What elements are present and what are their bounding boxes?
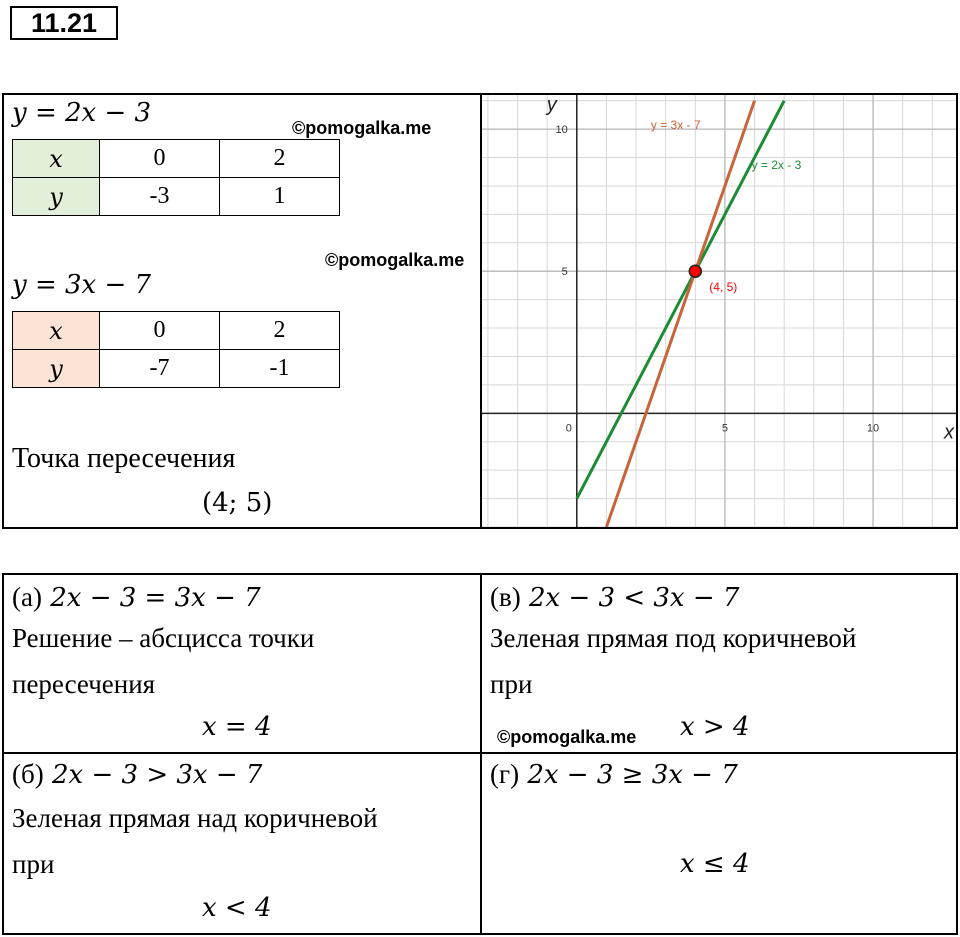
case-v-title [490, 582, 739, 613]
x-tick-label: 10 [866, 422, 880, 435]
case-a-title [12, 582, 261, 613]
series-label: y = 3x - 7 [650, 118, 701, 133]
grid-right [956, 573, 958, 935]
case-expression: 2x − 3 < 3x − 7 [529, 583, 740, 613]
case-a-text: Решение – абсцисса точки [12, 623, 315, 653]
case-expression: 2x − 3 > 3x − 7 [52, 760, 263, 790]
case-b-answer: x < 4 [202, 893, 272, 923]
value-table-2 [12, 311, 340, 388]
watermark: ©pomogalka.me [497, 727, 637, 747]
equation-1: y = 2x − 3 [12, 98, 152, 128]
grid-divider [480, 573, 482, 935]
value-table-1 [12, 139, 340, 216]
case-a-answer: x = 4 [202, 712, 272, 742]
case-expression: 2x − 3 = 3x − 7 [50, 583, 261, 613]
case-g-answer: x ≤ 4 [680, 849, 750, 879]
series-labels [651, 118, 802, 294]
series-label: y = 2x - 3 [751, 157, 802, 172]
table-header-x: x [13, 140, 100, 178]
axes [482, 95, 956, 527]
case-v-answer: x > 4 [680, 712, 750, 742]
x-tick-label: 5 [721, 422, 728, 435]
case-g-title [490, 759, 738, 790]
watermark: ©pomogalka.me [292, 118, 432, 138]
equation-2: y = 3x − 7 [12, 270, 152, 300]
y-tick-label: 10 [555, 124, 568, 137]
x-axis-label: x [944, 421, 954, 444]
grid [482, 95, 956, 527]
function-graph [482, 95, 956, 527]
grid-left [2, 573, 4, 935]
table-cell: 2 [220, 140, 340, 178]
case-label: (г) [490, 759, 520, 789]
case-a-text: пересечения [12, 669, 156, 699]
case-b-title [12, 759, 262, 790]
case-label: (в) [490, 582, 521, 612]
problem-number: 11.21 [10, 6, 118, 40]
table-cell: 0 [100, 140, 220, 178]
frame-right [956, 93, 958, 529]
series-line [606, 101, 754, 527]
case-label: (б) [12, 759, 44, 789]
table-row [13, 178, 340, 216]
case-b-text: Зеленая прямая над коричневой [12, 803, 378, 833]
watermark: ©pomogalka.me [325, 250, 465, 270]
table-cell: 2 [220, 312, 340, 350]
table-header-y: y [13, 178, 100, 216]
case-v-text: при [490, 669, 533, 699]
table-cell: -1 [220, 350, 340, 388]
table-cell: 0 [100, 312, 220, 350]
table-header-x: x [13, 312, 100, 350]
case-expression: 2x − 3 ≥ 3x − 7 [527, 760, 738, 790]
table-header-y: y [13, 350, 100, 388]
y-axis-label: y [546, 95, 557, 116]
case-b-text: при [12, 849, 55, 879]
frame-left [2, 93, 4, 529]
intersection-value: (4; 5) [202, 488, 273, 518]
case-v-text: Зеленая прямая под коричневой [490, 623, 857, 653]
x-tick-label: 0 [565, 422, 572, 435]
table-cell: -3 [100, 178, 220, 216]
table-row [13, 140, 340, 178]
table-row [13, 312, 340, 350]
intersection-label: Точка пересечения [12, 443, 236, 474]
intersection-point [689, 265, 701, 277]
y-tick-label: 5 [561, 266, 568, 279]
table-cell: 1 [220, 178, 340, 216]
table-cell: -7 [100, 350, 220, 388]
table-row [13, 350, 340, 388]
point-label: (4, 5) [709, 280, 738, 295]
case-label: (а) [12, 582, 42, 612]
